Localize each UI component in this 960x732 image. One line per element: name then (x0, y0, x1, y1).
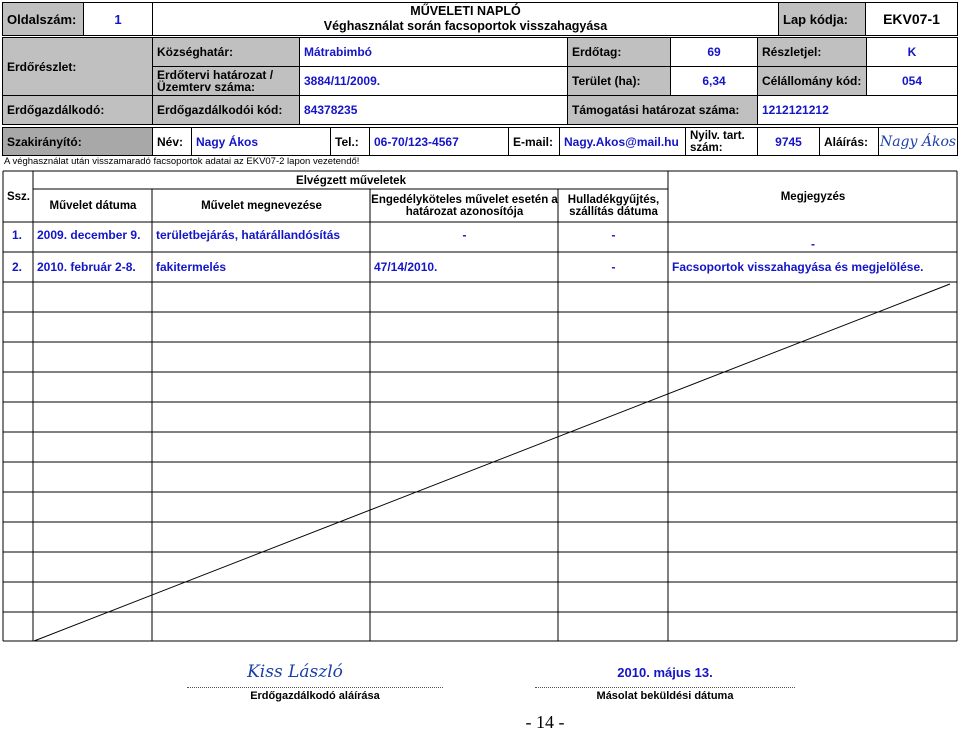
page-number-label: Oldalszám: (2, 2, 84, 36)
tamogatasi-value: 1212121212 (757, 95, 958, 125)
erdogazdalkodo-label: Erdőgazdálkodó: (2, 95, 153, 125)
signature-dotted-line (187, 687, 443, 688)
sheet-code-value: EKV07-1 (865, 2, 958, 36)
submission-date: 2010. május 13. (617, 665, 713, 680)
col-header-megjegyzes: Megjegyzés (780, 191, 846, 203)
row-1-hulladek: - (611, 228, 616, 242)
row-1-datum: 2009. december 9. (37, 228, 141, 242)
nyilv-label: Nyilv. tart. szám: (685, 127, 758, 156)
page-number-value: 1 (83, 2, 153, 36)
col-header-megnevezes: Művelet megnevezése (201, 200, 322, 212)
erdotag-label: Erdőtag: (567, 37, 671, 67)
row-1-megnevezes: területbejárás, határállandósítás (156, 228, 341, 242)
reszletjel-value: K (866, 37, 958, 67)
row-2-megjegyzes: Facsoportok visszahagyása és megjelölése. (672, 260, 924, 274)
terulet-value: 6,34 (670, 66, 758, 96)
erdogazdalkodo-signature: Kiss László (247, 662, 343, 682)
row-2-ssz: 2. (12, 260, 23, 274)
row-2-megnevezes: fakitermelés (156, 260, 227, 274)
email-value: Nagy.Akos@mail.hu (559, 127, 686, 156)
reszletjel-label: Részletjel: (757, 37, 867, 67)
nev-value: Nagy Ákos (191, 127, 331, 156)
group-header-elvegzett: Elvégzett műveletek (296, 175, 406, 187)
row-1-engedely: - (462, 228, 467, 242)
celallomany-label: Célállomány kód: (757, 66, 867, 96)
row-1-ssz: 1. (12, 228, 23, 242)
hatarozat-value: 3884/11/2009. (299, 66, 568, 96)
erdoreszlet-label: Erdőrészlet: (2, 37, 153, 96)
row-2-hulladek: - (611, 260, 616, 274)
szakiranyito-label: Szakirányító: (2, 127, 153, 156)
kozseghatar-value: Mátrabimbó (299, 37, 568, 67)
tamogatasi-label: Támogatási határozat száma: (567, 95, 758, 125)
erdogazdalkodoi-kod-value: 84378235 (299, 95, 568, 125)
erdotag-value: 69 (670, 37, 758, 67)
tel-value: 06-70/123-4567 (369, 127, 509, 156)
row-2-datum: 2010. február 2-8. (37, 260, 136, 274)
col-header-ssz: Ssz. (6, 191, 30, 203)
col-header-engedely: Engedélyköteles művelet esetén a határozat azonosítója (371, 194, 558, 218)
row-2-engedely: 47/14/2010. (374, 260, 438, 274)
email-label: E-mail: (508, 127, 560, 156)
title-line-2: Véghasználat során facsoportok visszahagyása (323, 19, 608, 33)
row-1-megjegyzes: - (811, 237, 815, 251)
hatarozat-label: Erdőtervi határozat / Üzemterv száma: (152, 66, 300, 96)
alairas-label: Aláírás: (819, 127, 879, 156)
date-caption: Másolat beküldési dátuma (596, 690, 734, 702)
tel-label: Tel.: (330, 127, 370, 156)
page-footer-number: - 14 - (525, 712, 565, 732)
nyilv-value: 9745 (757, 127, 820, 156)
sheet-code-label: Lap kódja: (778, 2, 866, 36)
kozseghatar-label: Községhatár: (152, 37, 300, 67)
col-header-datum: Művelet dátuma (49, 200, 137, 212)
title-line-1: MŰVELETI NAPLÓ (410, 4, 521, 18)
erdogazdalkodoi-kod-label: Erdőgazdálkodói kód: (152, 95, 300, 125)
nev-label: Név: (152, 127, 192, 156)
terulet-label: Terület (ha): (567, 66, 671, 96)
col-header-hulladek: Hulladékgyűjtés, szállítás dátuma (567, 194, 660, 218)
szakiranyito-signature: Nagy Ákos (878, 127, 958, 156)
signature-caption: Erdőgazdálkodó aláírása (250, 690, 380, 702)
celallomany-value: 054 (866, 66, 958, 96)
note-text: A véghasználat után visszamaradó facsoportok adatai az EKV07-2 lapon vezetendő! (4, 156, 360, 167)
date-dotted-line (535, 687, 795, 688)
